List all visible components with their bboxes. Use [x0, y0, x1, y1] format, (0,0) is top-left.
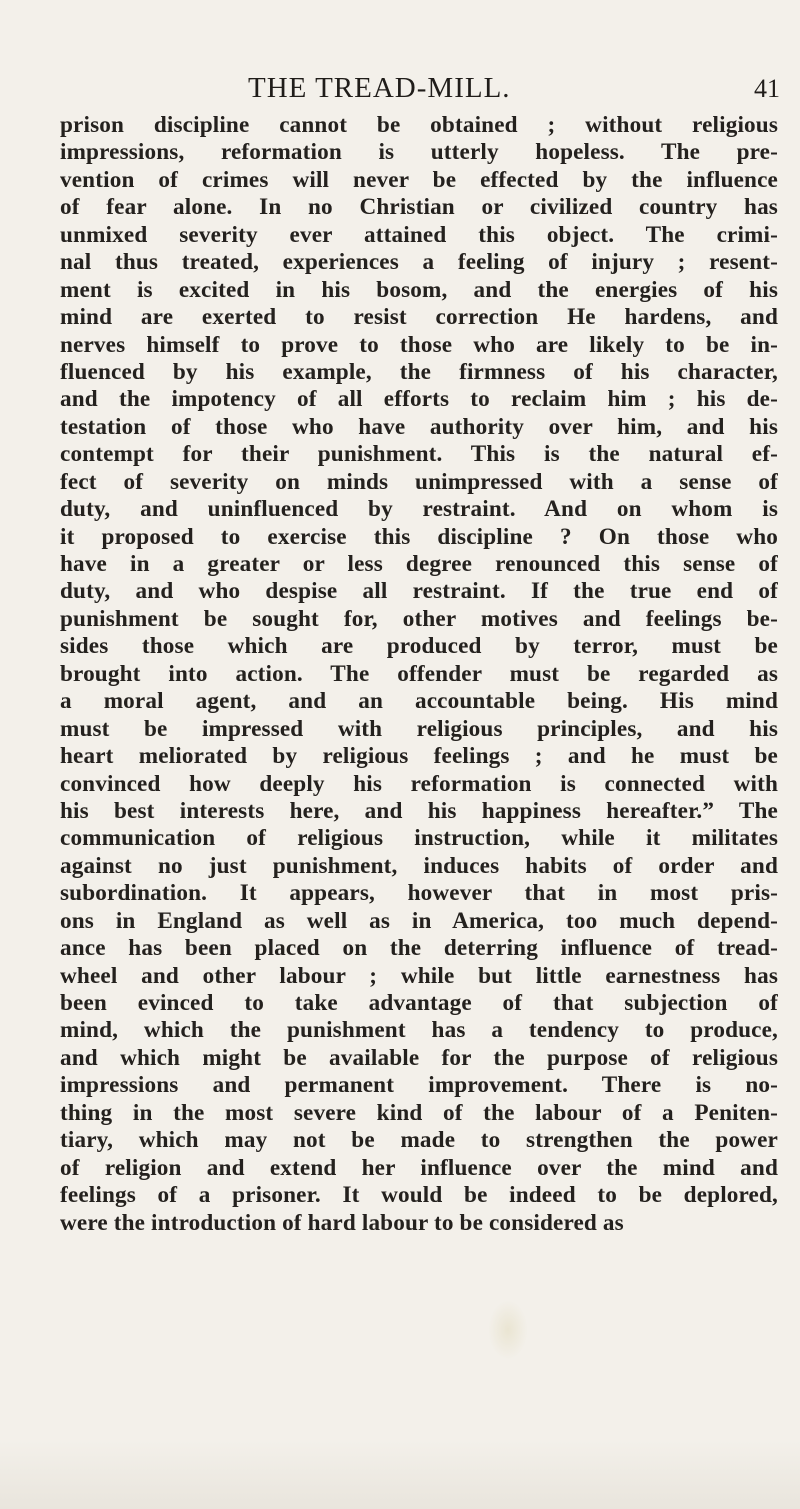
text-line: punishment be sought for, other motives and feelings be-: [60, 605, 778, 632]
text-line: prison discipline cannot be obtained ; without religious: [60, 112, 778, 138]
text-line: subordination. It appears, however that in most pris-: [60, 880, 778, 907]
text-line: contempt for their punishment. This is the natural ef-: [60, 441, 778, 468]
body-text: [60, 112, 778, 1237]
text-line: a moral agent, and an accountable being. His mind: [60, 688, 778, 715]
text-line: ment is excited in his bosom, and the energies of his: [60, 276, 778, 303]
running-title: THE TREAD-MILL.: [248, 72, 511, 104]
text-line: must be impressed with religious principles, and his: [60, 715, 778, 742]
text-line: have in a greater or less degree renounced this sense of: [60, 551, 778, 577]
text-line: brought into action. The offender must be regarded as: [60, 660, 778, 687]
text-line: against no just punishment, induces habits of order and: [60, 852, 778, 879]
text-line: communication of religious instruction, while it militates: [60, 825, 778, 852]
text-line: sides those which are produced by terror, must be: [60, 633, 778, 660]
text-line: unmixed severity ever attained this object. The crimi-: [60, 221, 778, 248]
text-line: impressions and permanent improvement. There is no-: [60, 1072, 778, 1099]
page-number: 41: [754, 74, 780, 103]
page-bottom-shadow: [0, 1440, 800, 1509]
running-head: [0, 72, 800, 112]
text-line: nerves himself to prove to those who are likely to be in-: [60, 331, 778, 358]
text-line: been evinced to take advantage of that subjection of: [60, 990, 778, 1016]
paper-stain: [488, 1300, 528, 1360]
text-line: and which might be available for the purpose of religious: [60, 1044, 778, 1071]
text-line: ons in England as well as in America, too much depend-: [60, 907, 778, 934]
text-line: it proposed to exercise this discipline ? On those who: [60, 523, 778, 550]
text-line: tiary, which may not be made to strengthen the power: [60, 1127, 778, 1154]
text-line: feelings of a prisoner. It would be indeed to be deplored,: [60, 1182, 778, 1209]
text-line: thing in the most severe kind of the labour of a Peniten-: [60, 1099, 778, 1126]
text-line: duty, and who despise all restraint. If the true end of: [60, 578, 778, 605]
text-line: fect of severity on minds unimpressed with a sense of: [60, 468, 778, 495]
text-line: mind, which the punishment has a tendency to produce,: [60, 1017, 778, 1044]
text-line: nal thus treated, experiences a feeling of injury ; resent-: [60, 249, 778, 276]
text-line: of fear alone. In no Christian or civilized country has: [60, 194, 778, 221]
text-line: and the impotency of all efforts to reclaim him ; his de-: [60, 386, 778, 413]
text-line: were the introduction of hard labour to be considered as: [60, 1209, 624, 1236]
text-line: convinced how deeply his reformation is connected with: [60, 770, 778, 797]
text-line: heart meliorated by religious feelings ; and he must be: [60, 743, 778, 770]
text-line: testation of those who have authority over him, and his: [60, 413, 778, 440]
text-line: fluenced by his example, the firmness of his character,: [60, 358, 778, 385]
text-line: wheel and other labour ; while but little earnestness has: [60, 962, 778, 989]
text-line: of religion and extend her influence over the mind and: [60, 1154, 778, 1181]
text-line: mind are exerted to resist correction He hardens, and: [60, 304, 778, 331]
text-line: impressions, reformation is utterly hopeless. The pre-: [60, 139, 778, 166]
text-line: his best interests here, and his happiness hereafter.” The: [60, 797, 778, 824]
text-line: duty, and uninfluenced by restraint. And on whom is: [60, 496, 778, 523]
text-line: vention of crimes will never be effected by the influence: [60, 166, 778, 193]
text-line: ance has been placed on the deterring influence of tread-: [60, 935, 778, 962]
